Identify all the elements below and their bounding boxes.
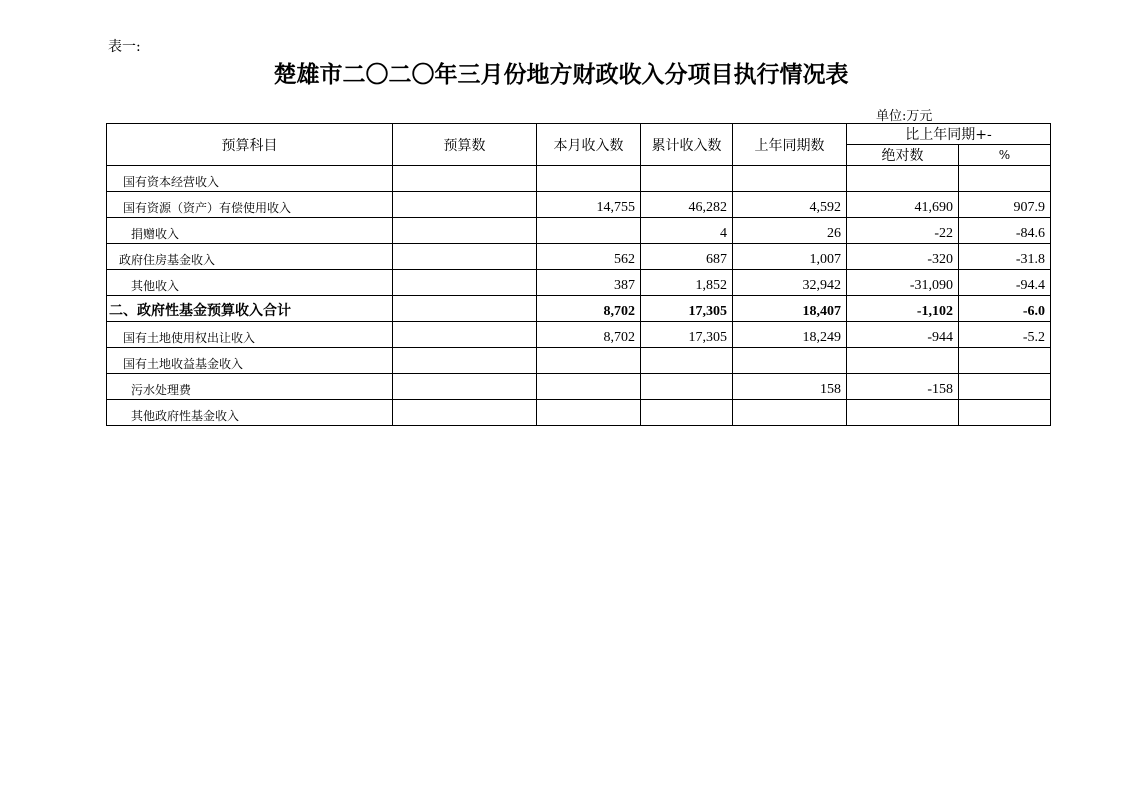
row-budget	[393, 166, 537, 192]
row-month	[537, 166, 641, 192]
table-row	[107, 166, 1051, 192]
row-month: 8,702	[537, 296, 641, 322]
row-cumulative	[641, 166, 733, 192]
table-row-total	[107, 296, 1051, 322]
header-row-1	[107, 124, 1051, 145]
row-cumulative: 17,305	[641, 322, 733, 348]
table-row	[107, 244, 1051, 270]
row-month: 562	[537, 244, 641, 270]
row-budget	[393, 348, 537, 374]
row-last-year: 18,407	[733, 296, 847, 322]
row-month	[537, 218, 641, 244]
header-percent: %	[959, 145, 1051, 166]
row-absolute: -31,090	[847, 270, 959, 296]
row-percent	[959, 348, 1051, 374]
row-absolute: -158	[847, 374, 959, 400]
table-row	[107, 374, 1051, 400]
row-month: 387	[537, 270, 641, 296]
row-cumulative: 1,852	[641, 270, 733, 296]
row-budget	[393, 296, 537, 322]
row-budget	[393, 270, 537, 296]
table-row	[107, 348, 1051, 374]
header-subject: 预算科目	[107, 124, 393, 166]
row-name: 二、政府性基金预算收入合计	[107, 296, 393, 322]
row-month	[537, 374, 641, 400]
row-month: 8,702	[537, 322, 641, 348]
table-number-label: 表一:	[108, 39, 141, 55]
revenue-table	[106, 123, 1051, 426]
header-cumulative: 累计收入数	[641, 124, 733, 166]
row-cumulative: 687	[641, 244, 733, 270]
row-budget	[393, 400, 537, 426]
row-name: 政府住房基金收入	[107, 244, 393, 270]
row-budget	[393, 322, 537, 348]
row-percent: -84.6	[959, 218, 1051, 244]
row-last-year	[733, 166, 847, 192]
row-name: 国有土地收益基金收入	[107, 348, 393, 374]
row-absolute: -320	[847, 244, 959, 270]
row-absolute: 41,690	[847, 192, 959, 218]
row-percent: -6.0	[959, 296, 1051, 322]
row-name: 国有土地使用权出让收入	[107, 322, 393, 348]
row-absolute: -944	[847, 322, 959, 348]
row-month	[537, 400, 641, 426]
unit-label: 单位:万元	[876, 109, 933, 124]
row-percent: -5.2	[959, 322, 1051, 348]
row-last-year: 26	[733, 218, 847, 244]
row-last-year: 4,592	[733, 192, 847, 218]
row-last-year: 158	[733, 374, 847, 400]
row-name: 其他政府性基金收入	[107, 400, 393, 426]
row-name: 污水处理费	[107, 374, 393, 400]
row-percent: 907.9	[959, 192, 1051, 218]
row-absolute: -1,102	[847, 296, 959, 322]
row-cumulative: 46,282	[641, 192, 733, 218]
header-last-year: 上年同期数	[733, 124, 847, 166]
table-row	[107, 270, 1051, 296]
row-name: 国有资本经营收入	[107, 166, 393, 192]
row-budget	[393, 192, 537, 218]
row-percent	[959, 374, 1051, 400]
row-cumulative	[641, 374, 733, 400]
row-month: 14,755	[537, 192, 641, 218]
row-budget	[393, 374, 537, 400]
table-row	[107, 322, 1051, 348]
row-cumulative	[641, 348, 733, 374]
header-absolute: 绝对数	[847, 145, 959, 166]
table-row	[107, 400, 1051, 426]
row-percent: -31.8	[959, 244, 1051, 270]
table-row	[107, 218, 1051, 244]
row-budget	[393, 218, 537, 244]
row-name: 其他收入	[107, 270, 393, 296]
row-cumulative	[641, 400, 733, 426]
row-last-year: 32,942	[733, 270, 847, 296]
header-budget: 预算数	[393, 124, 537, 166]
row-absolute	[847, 348, 959, 374]
row-percent	[959, 400, 1051, 426]
row-percent: -94.4	[959, 270, 1051, 296]
row-last-year: 1,007	[733, 244, 847, 270]
row-percent	[959, 166, 1051, 192]
row-month	[537, 348, 641, 374]
header-month: 本月收入数	[537, 124, 641, 166]
row-last-year	[733, 400, 847, 426]
row-absolute	[847, 166, 959, 192]
row-cumulative: 17,305	[641, 296, 733, 322]
row-cumulative: 4	[641, 218, 733, 244]
row-last-year: 18,249	[733, 322, 847, 348]
row-absolute: -22	[847, 218, 959, 244]
row-absolute	[847, 400, 959, 426]
row-name: 捐赠收入	[107, 218, 393, 244]
row-budget	[393, 244, 537, 270]
table-row	[107, 192, 1051, 218]
row-last-year	[733, 348, 847, 374]
page-title: 楚雄市二〇二〇年三月份地方财政收入分项目执行情况表	[273, 61, 849, 88]
header-compare: 比上年同期+-	[847, 124, 1051, 145]
row-name: 国有资源（资产）有偿使用收入	[107, 192, 393, 218]
